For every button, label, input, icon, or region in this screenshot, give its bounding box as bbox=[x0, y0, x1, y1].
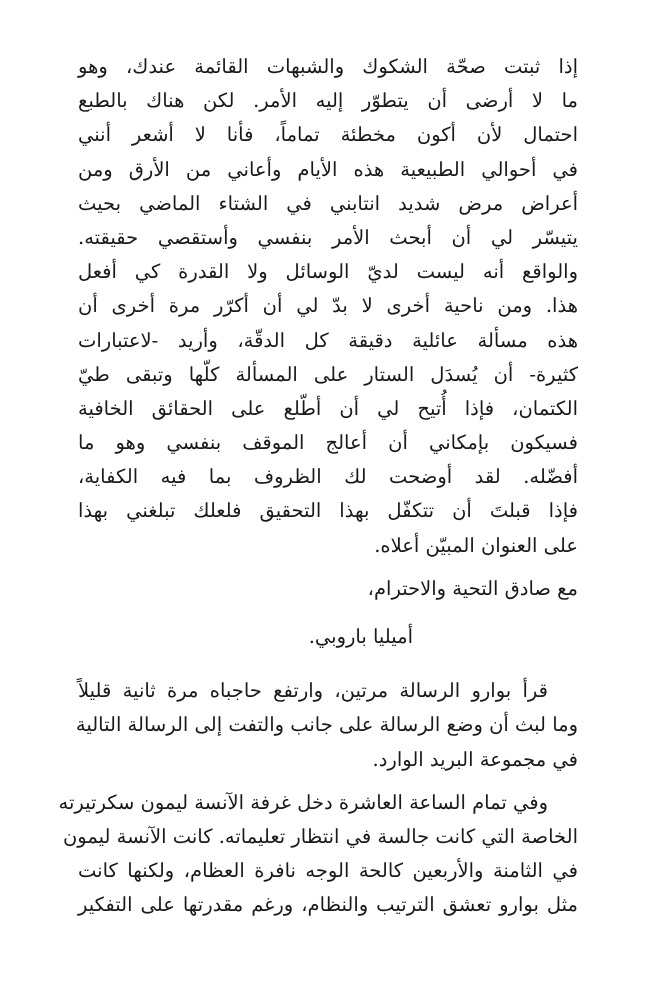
paragraph-line: وما لبث أن وضع الرسالة على جانب والتفت إلى الرسالة التالية bbox=[75, 713, 578, 737]
paragraph-line: قرأ بوارو الرسالة مرتين، وارتفع حاجباه مرة ثانية قليلاً bbox=[78, 679, 548, 703]
letter-line: في أحوالي الطبيعية هذه الأيام وأعاني من الأرق ومن bbox=[78, 157, 578, 181]
letter-line: هذه مسألة عائلية دقيقة كل الدقّة، وأريد -لاعتبارات bbox=[78, 328, 578, 352]
letter-line: كثيرة- أن يُسدَل الستار على المسألة كلّها وتبقى طيّ bbox=[78, 362, 578, 386]
letter-line: فسيكون بإمكاني أن أعالج الموقف بنفسي وهو ما bbox=[78, 431, 578, 455]
paragraph-line: في الثامنة والأربعين كالحة الوجه نافرة العظام، ولكنها كانت bbox=[78, 859, 578, 883]
letter-signature: أميليا باروبي. bbox=[308, 625, 413, 648]
letter-body bbox=[78, 50, 578, 563]
letter-line: الكتمان، فإذا أُتيح لي أن أطّلع على الحقائق الخافية bbox=[78, 396, 578, 420]
letter-line: هذا. ومن ناحية أخرى لا بدّ لي أن أكرّر مرة أخرى أن bbox=[78, 294, 578, 318]
letter-line: أفضّله. لقد أوضحت لك الظروف بما فيه الكفاية، bbox=[78, 465, 578, 489]
letter-line: أعراض مرض شديد انتابني في الشتاء الماضي بحيث bbox=[78, 191, 578, 215]
paragraph-line: الخاصة التي كانت جالسة في انتظار تعليماته. كانت الآنسة ليمون bbox=[62, 824, 578, 848]
letter-line: على العنوان المبيّن أعلاه. bbox=[374, 533, 578, 557]
paragraph-line: مثل بوارو تعشق الترتيب والنظام، ورغم مقدرتها على التفكير bbox=[78, 893, 578, 917]
paragraph-line: في مجموعة البريد الوارد. bbox=[372, 747, 578, 771]
book-page bbox=[58, 50, 578, 923]
letter-line: إذا ثبتت صحّة الشكوك والشبهات القائمة عندك، وهو bbox=[78, 55, 578, 78]
narrative-paragraph-1 bbox=[75, 674, 578, 777]
letter-line: ما لا أرضى أن يتطوّر إليه الأمر. لكن هناك بالطبع bbox=[78, 89, 578, 113]
paragraph-line: وفي تمام الساعة العاشرة دخل غرفة الآنسة ليمون سكرتيرته bbox=[58, 790, 548, 814]
letter-line: فإذا قبلتَ أن تتكفّل بهذا التحقيق فلعلك تبلغني بهذا bbox=[78, 499, 578, 523]
narrative-paragraph-2 bbox=[58, 786, 578, 923]
letter-line: والواقع أنه ليست لديّ الوسائل ولا القدرة كي أفعل bbox=[78, 260, 578, 284]
letter-closing: مع صادق التحية والاحترام، bbox=[367, 576, 578, 600]
letter-line: احتمال لأن أكون مخطئة تماماً، فأنا لا أشعر أنني bbox=[78, 123, 578, 147]
letter-line: يتيسّر لي أن أبحث الأمر بنفسي وأستقصي حقيقته. bbox=[78, 225, 578, 249]
